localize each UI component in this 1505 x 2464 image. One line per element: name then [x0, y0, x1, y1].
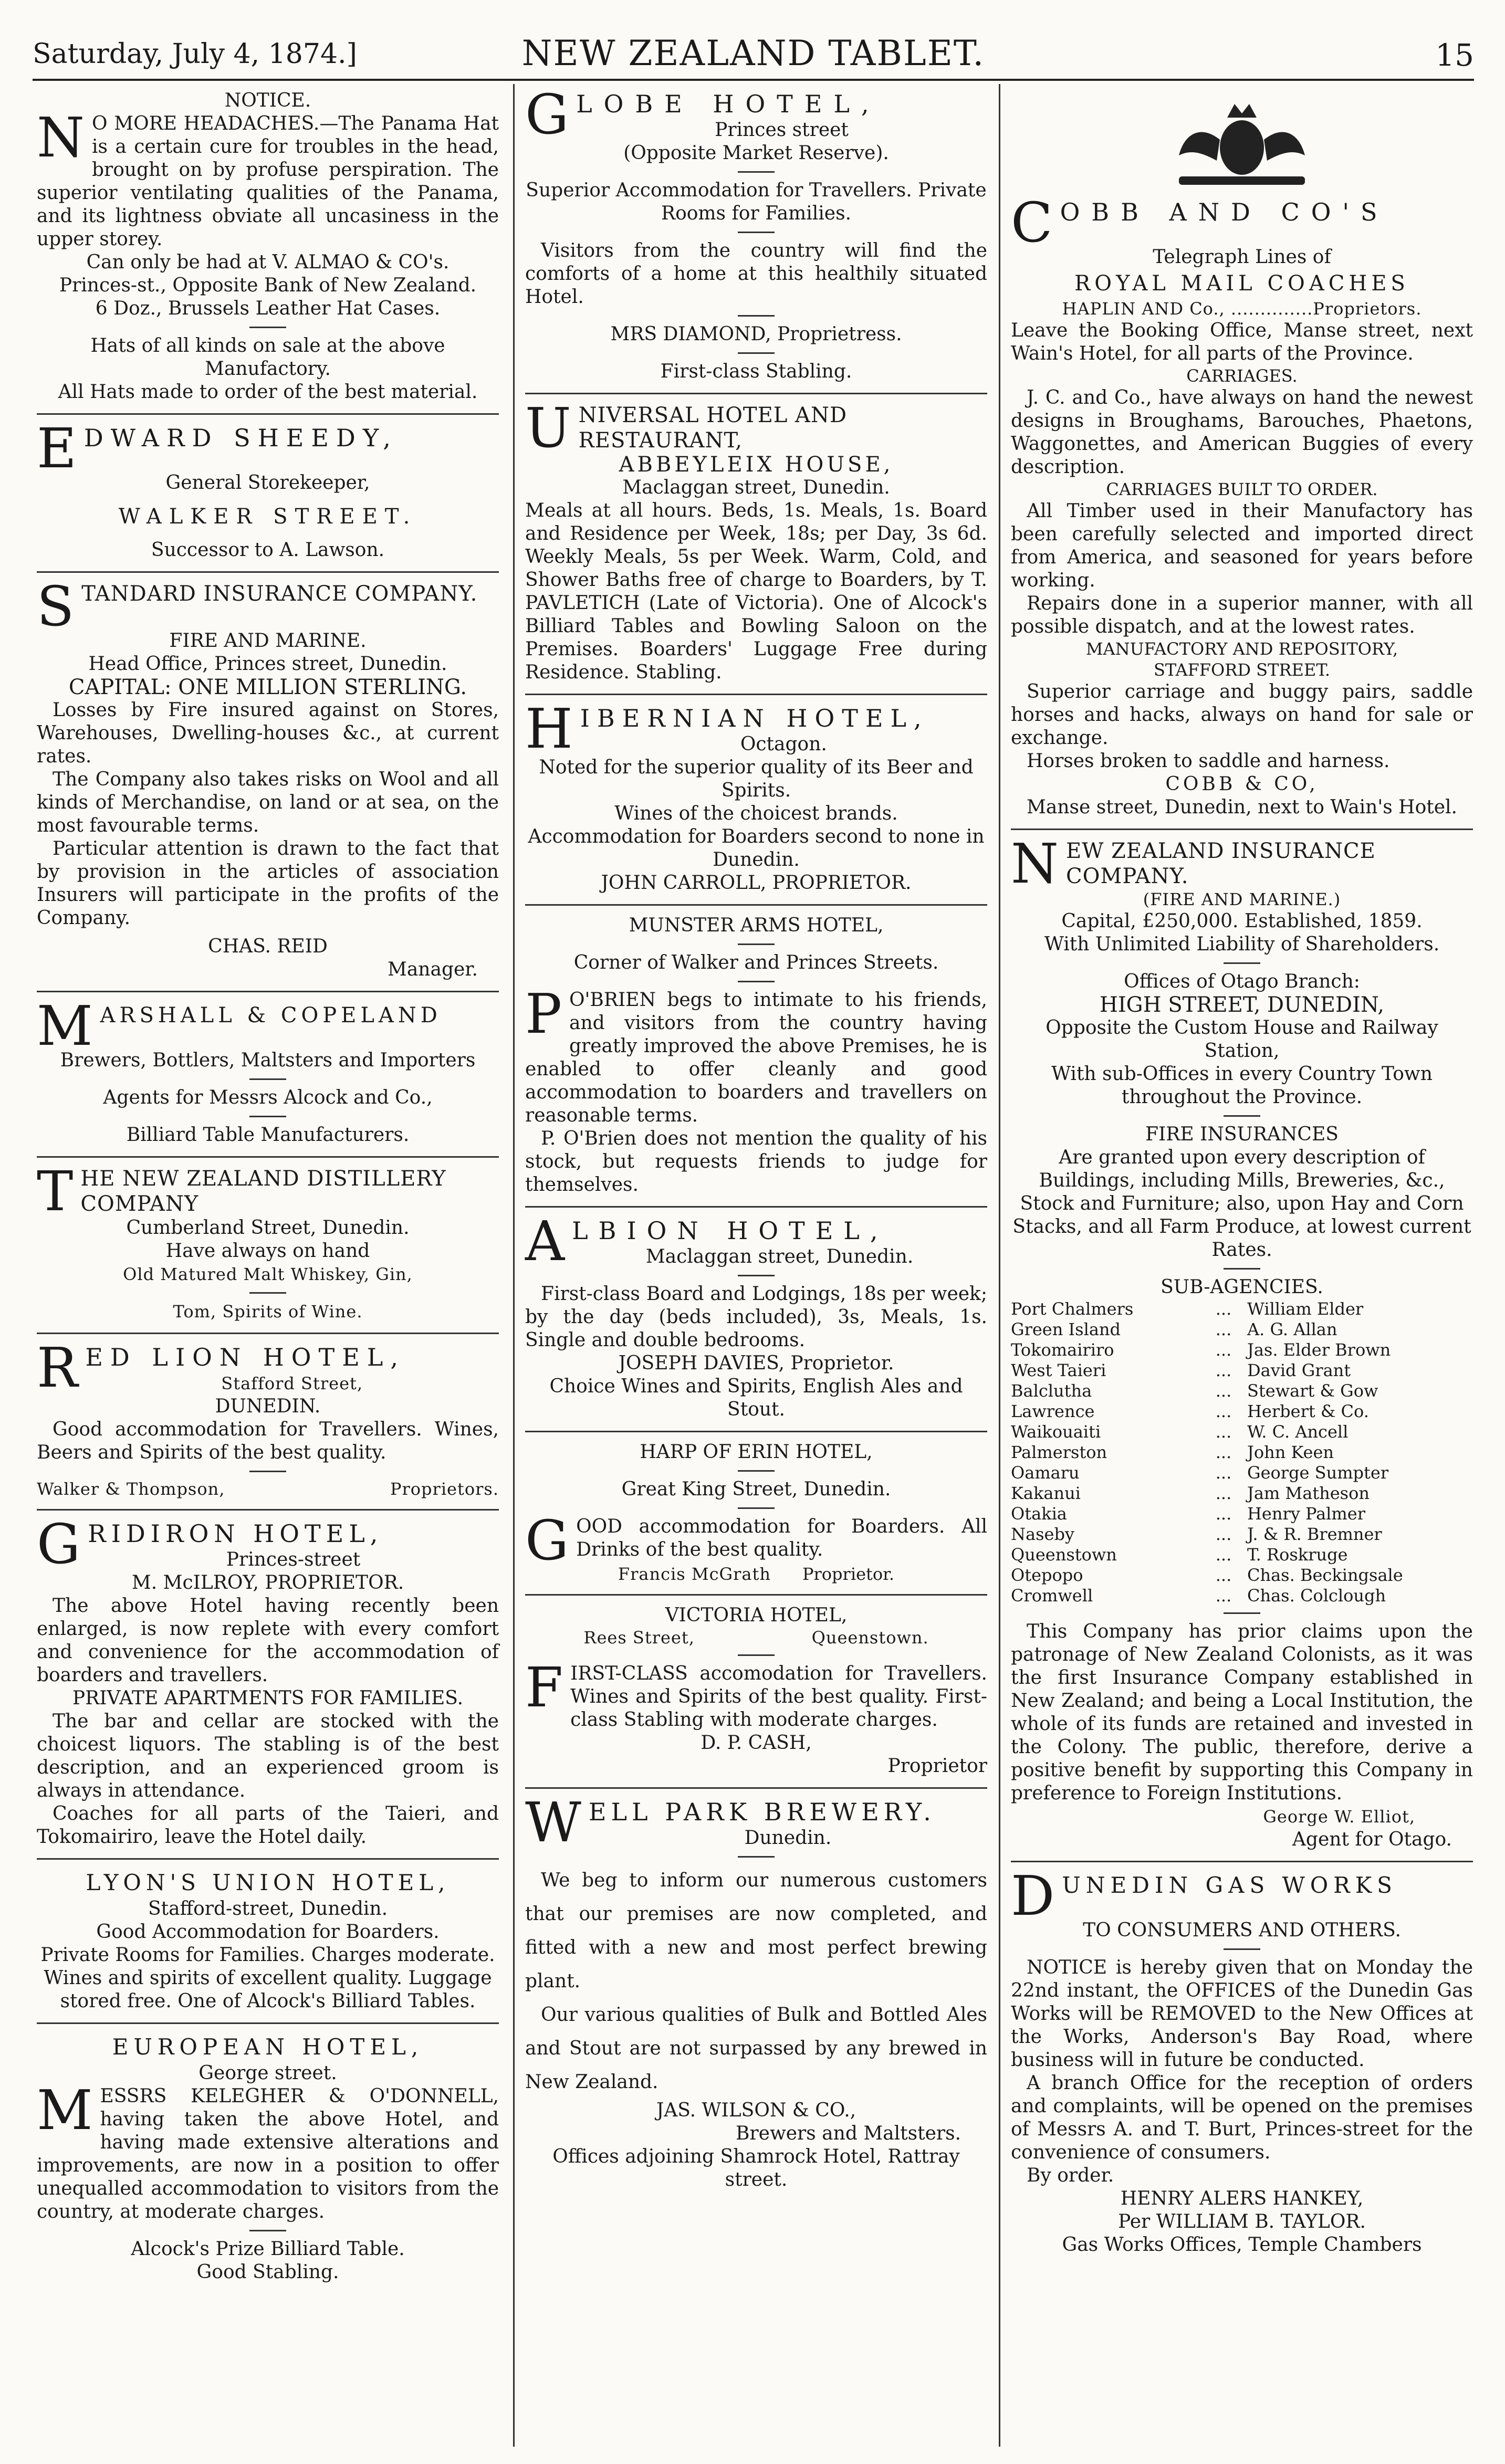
ad-title: TANDARD INSURANCE COMPANY.	[81, 582, 478, 606]
agency-dots: ...	[1215, 1565, 1232, 1585]
ad-body: Coaches for all parts of the Taieri, and Tokomairiro, leave the Hotel daily.	[37, 1803, 499, 1848]
ad-title: HARP OF ERIN HOTEL,	[640, 1441, 873, 1463]
divider	[249, 2230, 286, 2231]
agency-row	[1011, 1422, 1473, 1442]
ad-body: O'BRIEN begs to intimate to his friends, and visitors from the country having greatly improved the above Premises, he is enabled to offer cleanly and good accommodation to boarders and travellers on reasonable terms.	[525, 989, 987, 1126]
ad-line: All Hats made to order of the best material.	[58, 381, 478, 403]
agency-agent: J. & R. Bremner	[1247, 1524, 1382, 1544]
divider	[249, 1116, 286, 1117]
agency-agent: David Grant	[1247, 1360, 1351, 1380]
ad-harp-of-erin	[525, 1441, 987, 1585]
ad-body: ESSRS KELEGHER & O'DONNELL, having taken the above Hotel, and having made extensive alterations and improvements, are now in a position to offer unequalled accommodation to visitors from the country, at moderate charges.	[37, 2085, 499, 2222]
ad-signature: JAS. WILSON & CO.,	[656, 2100, 856, 2121]
agency-dots: ...	[1215, 1299, 1232, 1319]
ad-subheading: FIRE INSURANCES	[1145, 1124, 1339, 1145]
ad-line: Gas Works Offices, Temple Chambers	[1062, 2234, 1422, 2256]
agency-place: Port Chalmers	[1011, 1299, 1134, 1319]
ad-body: A branch Office for the reception of orders and complaints, will be opened on the premises of Messrs A. and T. Burt, Princes-street for the convenience of consumers.	[1011, 2072, 1473, 2163]
ad-body: OOD accommodation for Boarders. All Drinks of the best quality.	[576, 1516, 987, 1560]
agency-agent: George Sumpter	[1247, 1463, 1389, 1483]
divider	[525, 694, 987, 695]
ad-signature-role: Manager.	[387, 959, 478, 980]
agency-dots: ...	[1215, 1422, 1232, 1442]
ad-body: Horses broken to saddle and harness.	[1027, 750, 1390, 772]
divider	[37, 413, 499, 415]
ad-line: Private Rooms for Families. Charges moderate. Wines and spirits of excellent quality. Luggage stored free. One of Alcock's Billiard Tables.	[40, 1944, 495, 2012]
agency-agent: Chas. Beckingsale	[1247, 1565, 1403, 1585]
ad-body: Are granted upon every description of Buildings, including Mills, Breweries, &c., Stock and Furniture; also, upon Hay and Corn Stacks, and all Farm Produce, at lowest current Rates.	[1012, 1147, 1471, 1261]
divider	[37, 1858, 499, 1860]
ad-gridiron-hotel	[37, 1512, 499, 1849]
drop-cap: G	[37, 1512, 81, 1576]
agency-place: Queenstown	[1011, 1545, 1117, 1565]
drop-cap: A	[525, 1209, 565, 1273]
ad-line: Dunedin.	[744, 1827, 832, 1849]
agency-place: Tokomairiro	[1011, 1340, 1114, 1360]
ad-nz-insurance	[1011, 832, 1473, 1851]
ad-line: Hats of all kinds on sale at the above Manufactory.	[90, 335, 445, 380]
divider	[1224, 1948, 1260, 1950]
ad-title: MUNSTER ARMS HOTEL,	[629, 915, 884, 936]
ad-line: Octagon.	[740, 733, 827, 755]
divider	[525, 1787, 987, 1789]
ad-line: TO CONSUMERS AND OTHERS.	[1083, 1920, 1401, 1941]
ad-signature: Per WILLIAM B. TAYLOR.	[1118, 2211, 1366, 2232]
agency-place: West Taieri	[1011, 1360, 1106, 1380]
ad-line: HIGH STREET, DUNEDIN,	[1099, 993, 1385, 1017]
divider	[525, 904, 987, 906]
ad-line: Can only be had at V. ALMAO & CO's.	[86, 251, 450, 273]
agency-row	[1011, 1360, 1473, 1381]
ad-body: Leave the Booking Office, Manse street, next Wain's Hotel, for all parts of the Province.	[1011, 320, 1473, 364]
agency-dots: ...	[1215, 1463, 1232, 1483]
ad-signature: COBB & CO,	[1165, 773, 1319, 795]
agency-place: Otepopo	[1011, 1565, 1083, 1585]
ad-body: J. C. and Co., have always on hand the newest designs in Broughams, Barouches, Phaetons, Waggonettes, and American Buggies of every description.	[1011, 387, 1473, 478]
ad-signature: HENRY ALERS HANKEY,	[1120, 2188, 1364, 2209]
ad-line: Manse street, Dunedin, next to Wain's Hotel.	[1027, 796, 1457, 818]
masthead	[33, 29, 1474, 79]
ad-line: Stafford-street, Dunedin.	[148, 1898, 388, 1920]
agency-row	[1011, 1340, 1473, 1360]
ad-line: Rees Street,	[583, 1628, 695, 1648]
agency-row	[1011, 1504, 1473, 1524]
drop-cap: H	[525, 697, 573, 761]
ad-line: ROYAL MAIL COACHES	[1074, 271, 1409, 296]
ad-title: NIVERSAL HOTEL AND RESTAURANT,	[578, 403, 848, 453]
agency-dots: ...	[1215, 1483, 1232, 1503]
ad-body: Meals at all hours. Beds, 1s. Meals, 1s. Board and Residence per Week, 18s; per Day, 3s 6d. Weekly Meals, 5s per Week. Warm, Cold, and Shower Baths free of charge to Boarders, by T. PAVLETICH (Late of Victoria). One of Alcock's Billiard Tables and Bowling Saloon on the Premises. Boarders' Luggage Free during Residence. Stabling.	[525, 500, 987, 683]
drop-cap: F	[525, 1655, 563, 1719]
ad-signature: George W. Elliot,	[1263, 1807, 1415, 1827]
ad-body: Visitors from the country will find the comforts of a home at this healthily situated Hotel.	[525, 240, 987, 308]
divider	[738, 232, 775, 233]
ad-subheading: MANUFACTORY AND REPOSITORY,	[1085, 639, 1398, 659]
ad-body: Our various qualities of Bulk and Bottled Ales and Stout are not surpassed by any brewed in New Zealand.	[525, 2004, 987, 2093]
agency-agent: T. Roskruge	[1247, 1545, 1348, 1565]
agency-row	[1011, 1442, 1473, 1463]
agency-dots: ...	[1215, 1442, 1232, 1462]
ad-body: All Timber used in their Manufactory has been carefully selected and imported direct from America, and seasoned for years before working.	[1011, 500, 1473, 591]
ad-title: ED LION HOTEL,	[85, 1343, 405, 1371]
ad-subheading: PRIVATE APARTMENTS FOR FAMILIES.	[72, 1687, 464, 1709]
drop-cap: U	[525, 396, 571, 460]
ad-line: Princes street	[715, 119, 849, 141]
agency-row	[1011, 1401, 1473, 1422]
divider	[37, 1333, 499, 1334]
agency-agent: W. C. Ancell	[1247, 1422, 1349, 1442]
agency-dots: ...	[1215, 1401, 1232, 1421]
ad-proprietor: MRS DIAMOND, Proprietress.	[610, 323, 902, 345]
ad-line: Cumberland Street, Dunedin.	[126, 1217, 410, 1239]
drop-cap: M	[37, 994, 93, 1058]
ad-globe-hotel	[525, 82, 987, 383]
ad-line: With Unlimited Liability of Shareholders.	[1044, 934, 1440, 955]
divider	[249, 1471, 286, 1472]
ad-standard-insurance	[37, 574, 499, 981]
ad-line: DUNEDIN.	[215, 1396, 321, 1417]
divider	[738, 943, 775, 945]
ad-body: By order.	[1027, 2165, 1114, 2186]
agency-row	[1011, 1319, 1473, 1340]
drop-cap: M	[37, 2078, 93, 2142]
divider	[738, 981, 775, 982]
ad-munster-arms	[525, 914, 987, 1197]
divider	[1224, 962, 1260, 964]
ad-subheading: SUB-AGENCIES.	[1161, 1276, 1323, 1298]
ad-title: RIDIRON HOTEL,	[88, 1519, 383, 1548]
ad-line: Old Matured Malt Whiskey, Gin,	[123, 1264, 413, 1284]
agency-row	[1011, 1381, 1473, 1401]
ad-body: First-class Board and Lodgings, 18s per week; by the day (beds included), 3s, Meals, 1s. Single and double bedrooms.	[525, 1283, 987, 1351]
agency-place: Kakanui	[1011, 1483, 1081, 1503]
drop-cap: N	[37, 106, 85, 170]
ad-line: General Storekeeper,	[165, 472, 370, 494]
ad-proprietor: Walker & Thompson,	[37, 1479, 225, 1499]
ad-line: Alcock's Prize Billiard Table.	[131, 2238, 405, 2260]
drop-cap: C	[1011, 191, 1053, 255]
ad-body: P. O'Brien does not mention the quality of his stock, but requests friends to judge for themselves.	[525, 1128, 987, 1196]
ad-line: First-class Stabling.	[660, 361, 852, 382]
divider	[1224, 1268, 1260, 1270]
sub-agencies-list	[1011, 1299, 1473, 1606]
ad-line: CAPITAL: ONE MILLION STERLING.	[68, 675, 467, 699]
ad-subheading: CARRIAGES BUILT TO ORDER.	[1106, 479, 1378, 499]
divider	[249, 1292, 286, 1294]
column-1	[37, 89, 499, 2284]
agency-place: Otakia	[1011, 1504, 1067, 1524]
ad-line: ABBEYLEIX HOUSE,	[619, 453, 894, 477]
column-2	[525, 82, 987, 2192]
divider	[249, 327, 286, 328]
ad-title: UNEDIN GAS WORKS	[1062, 1872, 1397, 1898]
drop-cap: G	[525, 82, 569, 146]
ad-proprietor-role: Proprietor	[887, 1755, 987, 1777]
ad-line: Princes-street	[226, 1549, 361, 1570]
agency-agent: A. G. Allan	[1247, 1319, 1337, 1339]
ad-body: Good accommodation for Travellers. Wines, Beers and Spirits of the best quality.	[37, 1419, 499, 1463]
ad-body: Repairs done in a superior manner, with all possible dispatch, and at the lowest rates.	[1011, 593, 1473, 637]
agency-place: Balclutha	[1011, 1381, 1092, 1401]
ad-line: Queenstown.	[811, 1628, 929, 1648]
ad-title: DWARD SHEEDY,	[83, 424, 398, 452]
agency-agent: Stewart & Gow	[1247, 1381, 1378, 1401]
divider	[738, 1507, 775, 1509]
ad-title: ARSHALL & COPELAND	[100, 1003, 442, 1027]
issue-date: Saturday, July 4, 1874.]	[33, 38, 357, 70]
agency-agent: Herbert & Co.	[1247, 1401, 1369, 1421]
ad-line: Accommodation for Boarders second to none in Dunedin.	[528, 826, 985, 871]
divider	[525, 1431, 987, 1432]
ad-title: LYON'S UNION HOTEL,	[86, 1870, 450, 1895]
agency-agent: Chas. Colclough	[1247, 1586, 1386, 1606]
divider	[525, 1206, 987, 1208]
ad-line: Capital, £250,000. Established, 1859.	[1061, 910, 1423, 932]
ad-universal-hotel	[525, 396, 987, 684]
notice-heading: NOTICE.	[224, 90, 311, 111]
agency-dots: ...	[1215, 1586, 1232, 1606]
ad-body: NOTICE is hereby given that on Monday the 22nd instant, the OFFICES of the Dunedin Gas Works will be REMOVED to the New Offices at the Works, Anderson's Bay Road, where business will in future be conducted.	[1011, 1957, 1473, 2071]
ad-line: Corner of Walker and Princes Streets.	[573, 952, 939, 973]
agency-agent: William Elder	[1247, 1299, 1364, 1319]
divider	[37, 1509, 499, 1511]
ad-well-park-brewery	[525, 1790, 987, 2192]
divider	[738, 1856, 775, 1858]
newspaper-title: NEW ZEALAND TABLET.	[521, 33, 985, 74]
ad-line: HAPLIN AND Co., ..............Proprietors.	[1062, 299, 1422, 319]
ad-cobb-and-co	[1011, 191, 1473, 819]
divider	[1011, 829, 1473, 830]
divider	[738, 1275, 775, 1276]
divider	[249, 1078, 286, 1080]
divider	[738, 315, 775, 317]
ad-subheading: CARRIAGES.	[1186, 366, 1298, 386]
ad-line: Maclaggan street, Dunedin.	[645, 1246, 914, 1267]
ad-panama-hats	[37, 89, 499, 404]
ad-line: Maclaggan street, Dunedin.	[622, 477, 890, 498]
ad-line: With sub-Offices in every Country Town throughout the Province.	[1051, 1063, 1433, 1108]
ad-title: ELL PARK BREWERY.	[588, 1798, 936, 1826]
agency-dots: ...	[1215, 1340, 1232, 1360]
divider	[37, 991, 499, 992]
ad-line: (FIRE AND MARINE.)	[1143, 889, 1341, 909]
drop-cap: D	[1011, 1864, 1055, 1928]
ad-signature: CHAS. REID	[208, 936, 328, 957]
divider	[1224, 1115, 1260, 1117]
ad-line: Opposite the Custom House and Railway Station,	[1046, 1017, 1438, 1062]
ad-lyons-union-hotel	[37, 1868, 499, 2013]
ad-line: Noted for the superior quality of its Beer and Spirits.	[539, 757, 974, 801]
masthead-rule	[33, 79, 1474, 81]
agency-place: Green Island	[1011, 1319, 1121, 1339]
drop-cap: T	[37, 1159, 74, 1223]
agency-agent: Jam Matheson	[1247, 1483, 1370, 1503]
ad-line: Wines of the choicest brands.	[614, 803, 898, 824]
ad-line: George street.	[198, 2062, 337, 2084]
ad-line: Tom, Spirits of Wine.	[173, 1302, 363, 1322]
ad-line: FIRE AND MARINE.	[169, 630, 367, 652]
ad-line: (Opposite Market Reserve).	[623, 142, 889, 164]
ad-signature-role: Brewers and Maltsters.	[735, 2123, 961, 2144]
ad-line: Successor to A. Lawson.	[151, 539, 385, 561]
agency-row	[1011, 1586, 1473, 1606]
ad-proprietor: Francis McGrath	[618, 1564, 771, 1584]
ad-line: Agents for Messrs Alcock and Co.,	[103, 1087, 433, 1108]
ad-line: Have always on hand	[165, 1240, 370, 1262]
agency-row	[1011, 1545, 1473, 1565]
ad-line: 6 Doz., Brussels Leather Hat Cases.	[95, 298, 441, 319]
ad-line: WALKER STREET.	[118, 505, 417, 529]
page-number: 15	[1435, 37, 1474, 73]
drop-cap: W	[525, 1790, 581, 1854]
ad-line: Head Office, Princes street, Dunedin.	[88, 653, 447, 675]
ad-line: Brewers, Bottlers, Maltsters and Importers	[60, 1050, 476, 1071]
agency-row	[1011, 1524, 1473, 1545]
agency-place: Naseby	[1011, 1524, 1074, 1544]
divider	[525, 393, 987, 394]
ad-line: Offices of Otago Branch:	[1124, 971, 1360, 992]
ad-proprietor: D. P. CASH,	[701, 1732, 812, 1754]
agency-place: Lawrence	[1011, 1401, 1095, 1421]
column-divider-2	[999, 84, 1000, 2447]
ad-european-hotel	[37, 2032, 499, 2284]
divider	[738, 1470, 775, 1472]
agency-place: Cromwell	[1011, 1586, 1093, 1606]
ad-line: M. McILROY, PROPRIETOR.	[131, 1572, 404, 1593]
agency-agent: Henry Palmer	[1247, 1504, 1365, 1524]
ad-title: VICTORIA HOTEL,	[665, 1605, 848, 1626]
ad-nz-distillery	[37, 1159, 499, 1323]
divider	[1224, 1612, 1260, 1614]
divider	[37, 571, 499, 573]
ad-proprietor: JOHN CARROLL, PROPRIETOR.	[601, 872, 912, 894]
ad-line: Billiard Table Manufacturers.	[126, 1124, 410, 1146]
column-divider-1	[513, 84, 515, 2447]
agency-place: Waikouaiti	[1011, 1422, 1101, 1442]
ad-line: Good Accommodation for Boarders.	[96, 1921, 440, 1943]
ad-dunedin-gas-works	[1011, 1864, 1473, 2257]
drop-cap: N	[1011, 832, 1059, 896]
divider	[738, 1654, 775, 1656]
divider	[37, 2022, 499, 2024]
ad-title: EW ZEALAND INSURANCE COMPANY.	[1066, 839, 1376, 888]
drop-cap: S	[37, 574, 75, 638]
royal-coat-of-arms-icon	[1168, 92, 1315, 192]
ad-victoria-hotel	[525, 1604, 987, 1778]
ad-body: Losses by Fire insured against on Stores, Warehouses, Dwelling-houses &c., at current rates.	[37, 699, 499, 767]
agency-row	[1011, 1463, 1473, 1483]
ad-body: We beg to inform our numerous customers that our premises are now completed, and fitted with a new and most perfect brewing plant.	[525, 1870, 987, 1992]
ad-body: O MORE HEADACHES.—The Panama Hat is a certain cure for troubles in the head, brought on by profuse perspiration. The superior ventilating qualities of the Panama, and its lightness obviate all uncasiness in the upper storey.	[37, 113, 499, 250]
ad-proprietor: JOSEPH DAVIES, Proprietor.	[618, 1352, 894, 1374]
ad-proprietor-role: Proprietor.	[802, 1564, 895, 1584]
agency-agent: John Keen	[1247, 1442, 1334, 1462]
ad-red-lion-hotel	[37, 1336, 499, 1500]
drop-cap: E	[37, 416, 77, 480]
ad-body: The above Hotel having recently been enlarged, is now replete with every comfort and convenience for the accommodation of boarders and travellers.	[37, 1595, 499, 1686]
ad-line: Great King Street, Dunedin.	[621, 1479, 891, 1500]
ad-albion-hotel	[525, 1209, 987, 1421]
ad-body: This Company has prior claims upon the patronage of New Zealand Colonists, as it was the first Insurance Company established in New Zealand; and being a Local Institution, the whole of its funds are retained and invested in the Colony. The public, therefore, derive a positive benefit by supporting this Company in preference to Foreign Institutions.	[1011, 1621, 1473, 1804]
ad-line: Stafford Street,	[221, 1373, 363, 1393]
agency-dots: ...	[1215, 1381, 1232, 1401]
agency-row	[1011, 1565, 1473, 1586]
ad-title: EUROPEAN HOTEL,	[112, 2034, 424, 2060]
divider	[738, 352, 775, 354]
ad-line: Princes-st., Opposite Bank of New Zealand.	[59, 275, 477, 296]
divider	[37, 1156, 499, 1158]
divider	[1011, 1861, 1473, 1862]
agency-place: Oamaru	[1011, 1463, 1080, 1483]
agency-place: Palmerston	[1011, 1442, 1107, 1462]
ad-signature-role: Agent for Otago.	[1292, 1829, 1452, 1850]
ad-line: Choice Wines and Spirits, English Ales and Stout.	[549, 1376, 963, 1420]
ad-body: Superior carriage and buggy pairs, saddle horses and hacks, always on hand for sale or exchange.	[1011, 681, 1473, 749]
agency-row	[1011, 1299, 1473, 1319]
drop-cap: R	[37, 1336, 78, 1400]
column-3	[1011, 89, 1473, 2257]
ad-proprietor-role: Proprietors.	[390, 1479, 499, 1499]
ad-line: Telegraph Lines of	[1153, 246, 1331, 268]
ad-marshall-copeland	[37, 994, 499, 1147]
ad-hibernian-hotel	[525, 697, 987, 895]
drop-cap: G	[525, 1508, 569, 1572]
ad-title: IBERNIAN HOTEL,	[580, 704, 929, 732]
agency-row	[1011, 1483, 1473, 1504]
divider	[525, 1594, 987, 1596]
ad-body: Superior Accommodation for Travellers. Private Rooms for Families.	[526, 180, 987, 224]
agency-dots: ...	[1215, 1545, 1232, 1565]
ad-line: Good Stabling.	[196, 2261, 339, 2283]
ad-line: Offices adjoining Shamrock Hotel, Rattray street.	[552, 2146, 960, 2190]
ad-body: Particular attention is drawn to the fact that by provision in the articles of association Insurers will participate in the profits of the Company.	[37, 838, 499, 929]
divider	[738, 171, 775, 173]
agency-dots: ...	[1215, 1319, 1232, 1339]
agency-dots: ...	[1215, 1524, 1232, 1544]
ad-subheading: STAFFORD STREET.	[1153, 660, 1331, 680]
ad-body: The Company also takes risks on Wool and all kinds of Merchandise, on land or at sea, on the most favourable terms.	[37, 769, 499, 836]
agency-dots: ...	[1215, 1504, 1232, 1524]
ad-body: IRST-CLASS accomodation for Travellers. Wines and Spirits of the best quality. First-class Stabling with moderate charges.	[570, 1663, 987, 1731]
agency-dots: ...	[1215, 1360, 1232, 1380]
ad-title: LOBE HOTEL,	[576, 90, 881, 118]
ad-title: LBION HOTEL,	[572, 1217, 889, 1245]
ad-edward-sheedy	[37, 416, 499, 562]
ad-body: The bar and cellar are stocked with the choicest liquors. The stabling is of the best description, and an experienced groom is always in attendance.	[37, 1711, 499, 1801]
ad-title: OBB AND CO'S	[1060, 198, 1389, 226]
drop-cap: P	[525, 982, 562, 1046]
ad-title: HE NEW ZEALAND DISTILLERY COMPANY	[80, 1167, 446, 1216]
agency-agent: Jas. Elder Brown	[1247, 1340, 1391, 1360]
